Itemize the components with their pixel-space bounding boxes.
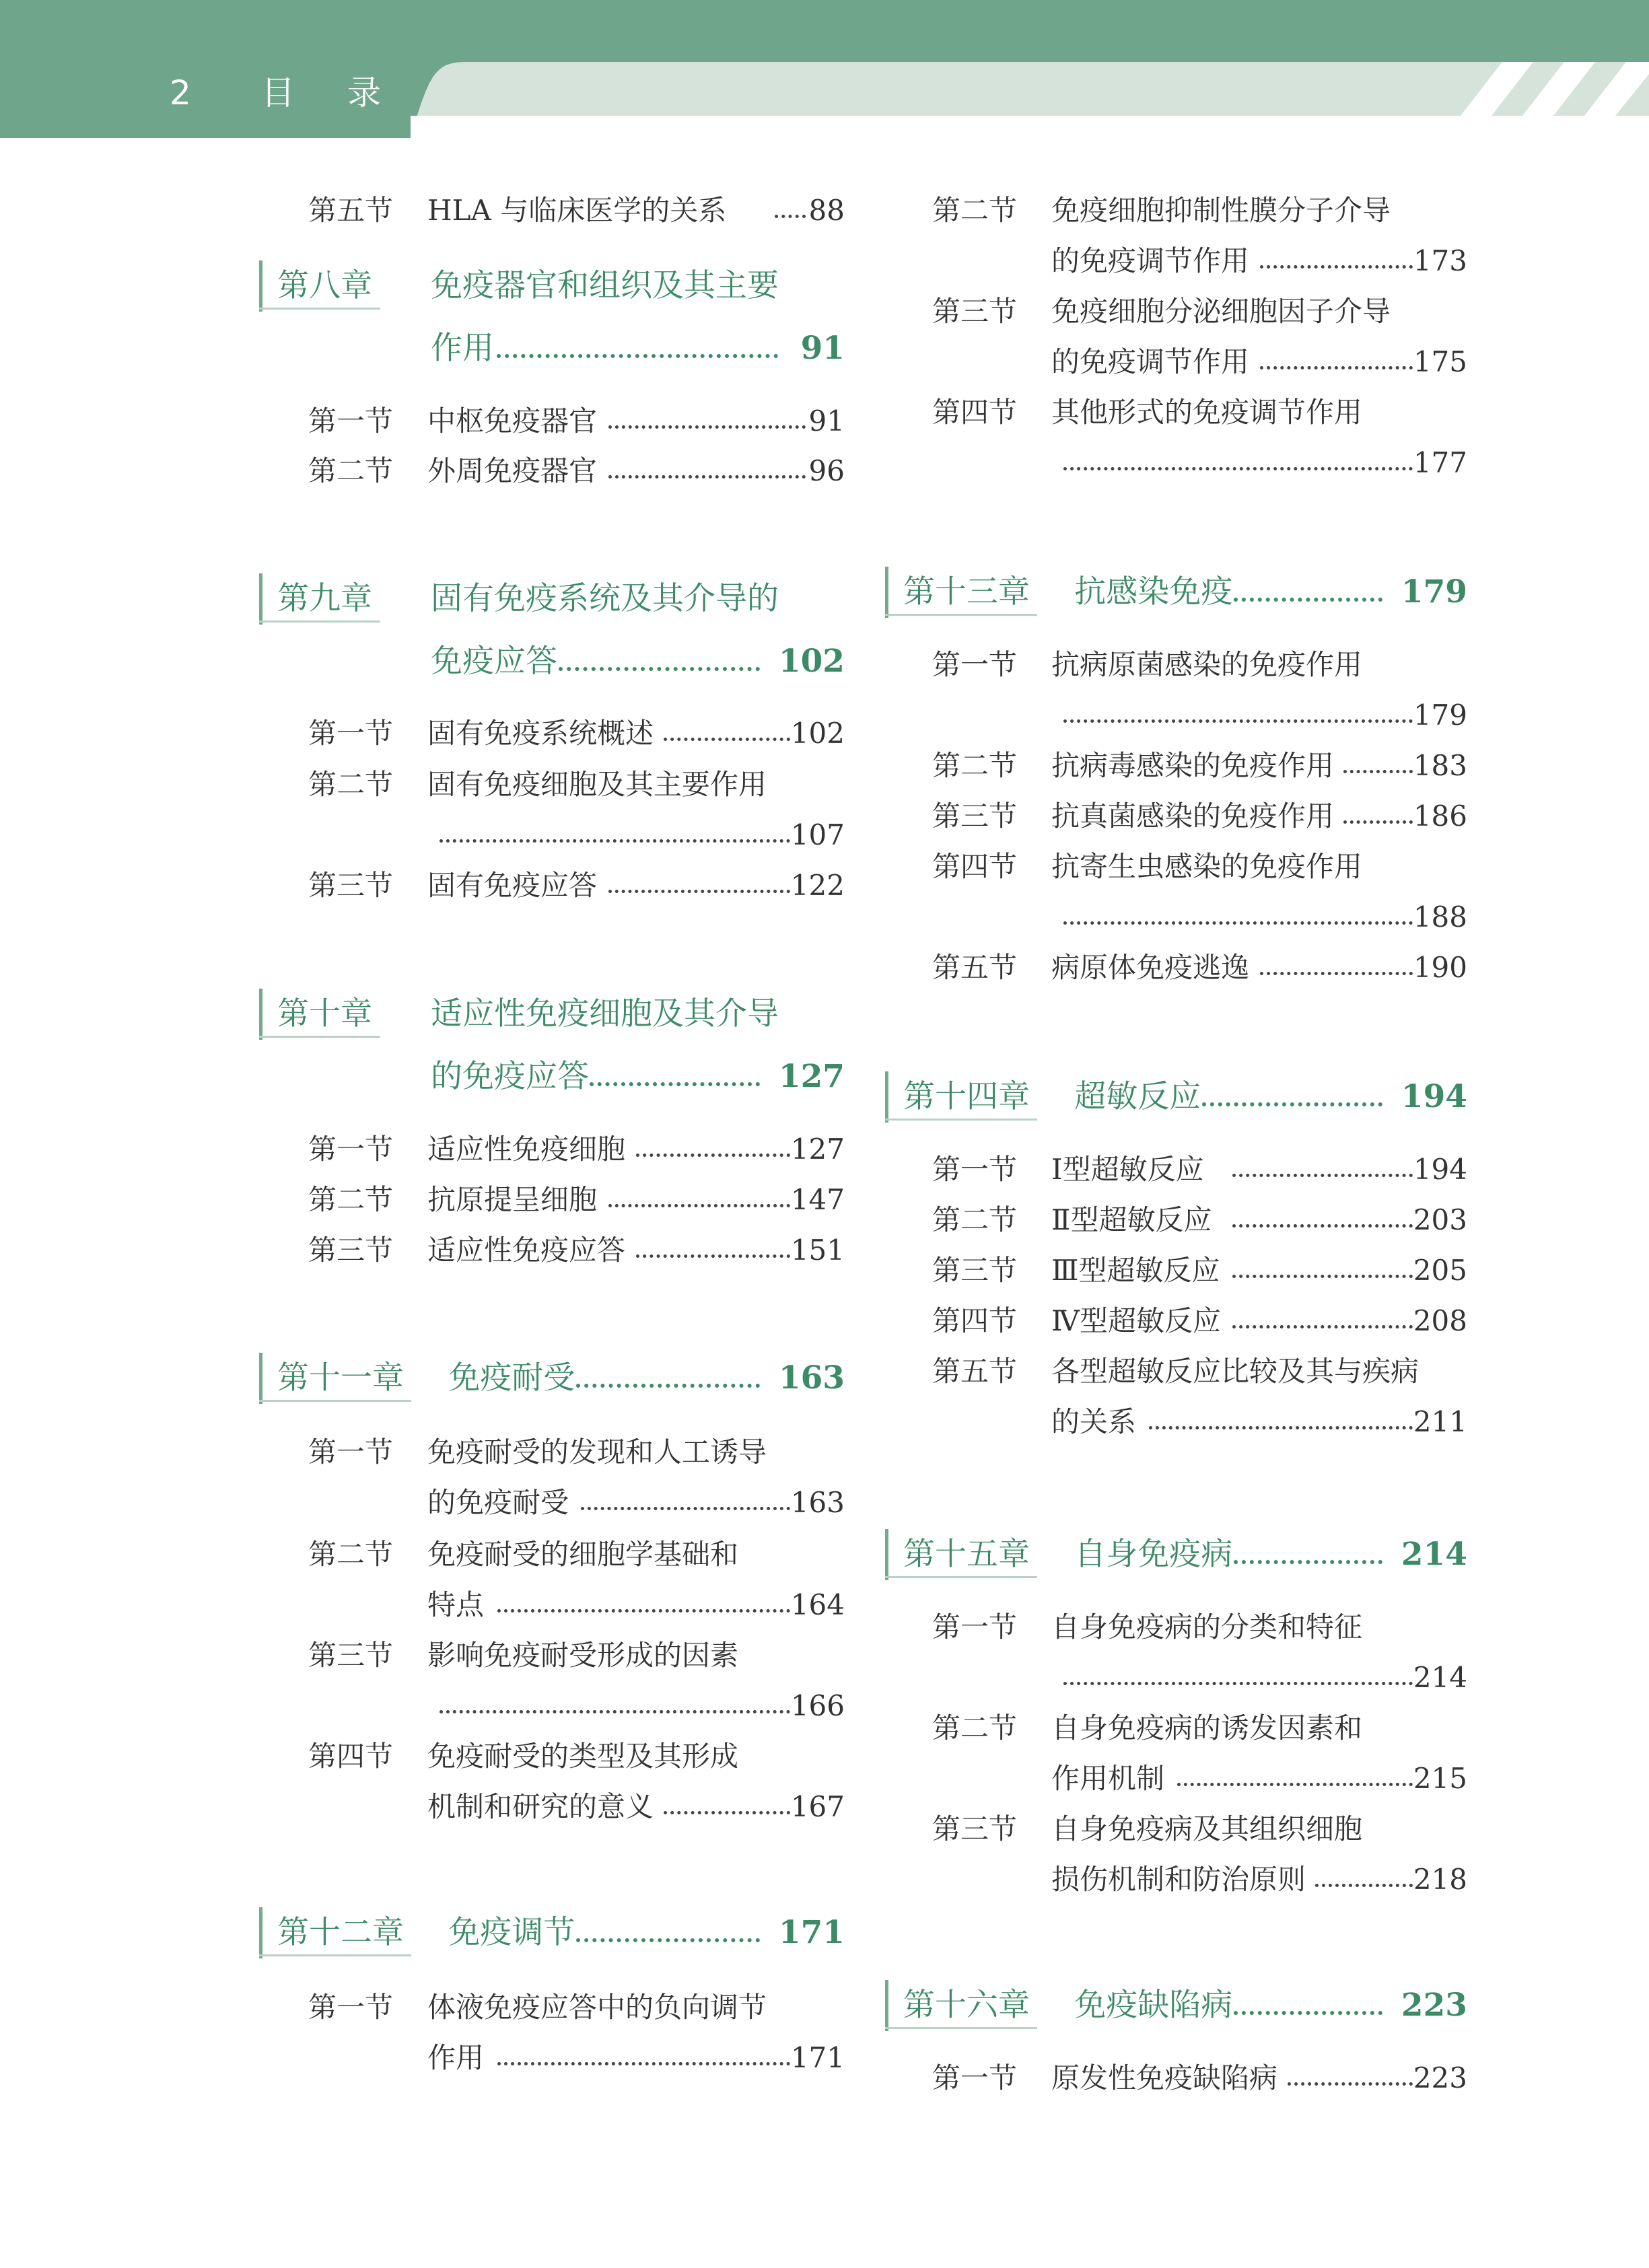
section-leader-dots (1232, 1275, 1413, 1278)
section-label: 第三节 (308, 869, 394, 902)
section-page: 188 (1413, 900, 1467, 933)
chapter-page: 179 (1401, 573, 1467, 610)
section-page: 88 (808, 194, 845, 227)
section-leader-dots (581, 1507, 790, 1510)
section-label: 第四节 (932, 396, 1018, 429)
chapter-label: 第九章 (277, 580, 372, 617)
chapter-title-line: 免疫调节 (448, 1914, 575, 1951)
section-title-line: 抗病毒感染的免疫作用 (1051, 749, 1335, 782)
chapter-label: 第八章 (277, 267, 372, 304)
chapter-bar (259, 573, 262, 625)
section-title-line: 损伤机制和防治原则 (1051, 1863, 1306, 1896)
section-page: 164 (790, 1588, 845, 1621)
chapter-label: 第十四章 (903, 1078, 1030, 1115)
section-page: 177 (1413, 446, 1467, 479)
chapter-title-line: 免疫应答 (431, 643, 557, 680)
section-label: 第三节 (932, 800, 1018, 832)
section-leader-dots (1260, 265, 1413, 269)
section-title-line: 自身免疫病的分类和特征 (1051, 1610, 1363, 1643)
chapter-label: 第十三章 (903, 573, 1030, 610)
section-page: 163 (790, 1486, 845, 1519)
section-label: 第三节 (308, 1639, 394, 1672)
chapter-label: 第十章 (277, 995, 372, 1032)
section-page: 173 (1413, 244, 1467, 277)
chapter-underline (259, 1036, 380, 1038)
chapter-page: 91 (800, 330, 845, 367)
chapter-bar (259, 1907, 262, 1958)
chapter-bar (259, 260, 262, 312)
section-leader-dots (775, 215, 806, 218)
section-label: 第二节 (932, 194, 1018, 227)
chapter-title-line: 自身免疫病 (1074, 1536, 1233, 1573)
chapter-title-line: 抗感染免疫 (1074, 573, 1233, 610)
section-leader-dots (1232, 1174, 1413, 1177)
section-leader-dots (1343, 770, 1413, 773)
page-number: 2 (170, 73, 191, 112)
section-title-line: 病原体免疫逃逸 (1051, 951, 1250, 984)
chapter-underline (259, 1954, 411, 1956)
section-leader-dots (608, 475, 806, 479)
chapter-page: 127 (778, 1058, 845, 1095)
header-band (0, 0, 1649, 138)
chapter-underline (885, 614, 1037, 616)
section-title-line: 外周免疫器官 (427, 454, 598, 487)
section-leader-dots (1343, 820, 1413, 824)
section-leader-dots (608, 1204, 790, 1207)
header-title: 目录 (261, 73, 433, 112)
section-leader-dots (1260, 972, 1413, 975)
section-leader-dots (1177, 1783, 1413, 1786)
section-label: 第五节 (308, 194, 394, 227)
section-page: 171 (790, 2041, 845, 2074)
section-title-line: Ⅳ型超敏反应 (1051, 1304, 1221, 1337)
section-page: 205 (1413, 1254, 1467, 1287)
section-page: 183 (1413, 749, 1467, 782)
section-label: 第二节 (308, 768, 394, 801)
section-title-line: 作用 (427, 2041, 485, 2074)
chapter-title-line: 适应性免疫细胞及其介导 (431, 995, 779, 1032)
section-page: 186 (1413, 800, 1467, 832)
section-title-line: 的免疫调节作用 (1051, 244, 1250, 277)
section-leader-dots (1063, 719, 1413, 723)
section-title-line: Ⅰ型超敏反应 (1051, 1153, 1204, 1186)
section-leader-dots (636, 1154, 790, 1157)
chapter-underline (259, 308, 380, 310)
chapter-page: 194 (1401, 1078, 1467, 1115)
section-title-line: 抗病原菌感染的免疫作用 (1051, 648, 1363, 681)
section-page: 194 (1413, 1153, 1467, 1186)
section-page: 91 (808, 404, 845, 437)
section-title-line: HLA 与临床医学的关系 (427, 194, 727, 227)
chapter-leader-dots (1202, 1102, 1382, 1106)
section-title-line: 的关系 (1051, 1405, 1137, 1438)
section-title-line: 固有免疫系统概述 (427, 717, 654, 750)
chapter-title-line: 固有免疫系统及其介导的 (431, 580, 779, 617)
section-title-line: 固有免疫细胞及其主要作用 (427, 768, 767, 801)
chapter-bar (885, 1980, 888, 2031)
section-page: 208 (1413, 1304, 1467, 1337)
section-label: 第三节 (932, 295, 1018, 328)
chapter-title-line: 免疫器官和组织及其主要 (431, 267, 779, 304)
section-label: 第四节 (932, 1304, 1018, 1337)
section-page: 214 (1413, 1661, 1467, 1694)
section-title-line: 其他形式的免疫调节作用 (1051, 396, 1363, 429)
section-label: 第一节 (308, 1991, 394, 2024)
section-page: 166 (790, 1689, 845, 1722)
chapter-bar (259, 989, 262, 1040)
section-title-line: Ⅱ型超敏反应 (1051, 1203, 1212, 1236)
section-page: 151 (790, 1234, 845, 1267)
chapter-page: 214 (1401, 1536, 1467, 1573)
section-page: 167 (790, 1790, 845, 1823)
section-leader-dots (1315, 1884, 1413, 1887)
chapter-page: 223 (1401, 1987, 1467, 2024)
chapter-title-line: 超敏反应 (1074, 1078, 1201, 1115)
section-label: 第一节 (308, 717, 394, 750)
chapter-title-line: 作用 (431, 330, 494, 367)
section-label: 第二节 (308, 454, 394, 487)
section-title-line: 免疫耐受的细胞学基础和 (427, 1538, 739, 1571)
chapter-label: 第十六章 (903, 1987, 1030, 2024)
section-page: 223 (1413, 2061, 1467, 2094)
section-leader-dots (440, 839, 790, 843)
section-page: 102 (790, 717, 845, 750)
section-label: 第一节 (932, 1610, 1018, 1643)
section-leader-dots (664, 738, 790, 741)
section-label: 第二节 (932, 749, 1018, 782)
chapter-title-line: 的免疫应答 (431, 1058, 589, 1095)
chapter-leader-dots (1234, 598, 1382, 602)
chapter-label: 第十二章 (277, 1914, 404, 1951)
chapter-leader-dots (576, 1384, 760, 1388)
chapter-leader-dots (1234, 2011, 1382, 2015)
chapter-bar (885, 1529, 888, 1580)
section-label: 第二节 (308, 1538, 394, 1571)
section-leader-dots (1232, 1224, 1413, 1228)
chapter-title-line: 免疫缺陷病 (1074, 1987, 1233, 2024)
section-title-line: 免疫细胞分泌细胞因子介导 (1051, 295, 1391, 328)
chapter-page: 163 (778, 1359, 845, 1396)
section-title-line: 自身免疫病的诱发因素和 (1051, 1711, 1363, 1744)
section-leader-dots (1063, 1682, 1413, 1685)
chapter-underline (885, 2027, 1037, 2029)
chapter-bar (885, 1071, 888, 1123)
section-title-line: Ⅲ型超敏反应 (1051, 1254, 1220, 1287)
page-header (0, 0, 1649, 138)
section-title-line: 免疫细胞抑制性膜分子介导 (1051, 194, 1391, 227)
section-title-line: 体液免疫应答中的负向调节 (427, 1991, 767, 2024)
section-title-line: 中枢免疫器官 (427, 404, 598, 437)
chapter-label: 第十一章 (277, 1359, 404, 1396)
section-title-line: 免疫耐受的类型及其形成 (427, 1740, 739, 1773)
section-leader-dots (1260, 366, 1413, 369)
section-label: 第一节 (308, 1436, 394, 1468)
section-label: 第一节 (932, 1153, 1018, 1186)
section-label: 第五节 (932, 1355, 1018, 1388)
section-title-line: 原发性免疫缺陷病 (1051, 2061, 1278, 2094)
section-title-line: 作用机制 (1051, 1762, 1165, 1795)
section-label: 第三节 (308, 1234, 394, 1267)
section-title-line: 机制和研究的意义 (427, 1790, 654, 1823)
chapter-underline (259, 1400, 411, 1402)
section-title-line: 自身免疫病及其组织细胞 (1051, 1812, 1363, 1845)
chapter-page: 102 (778, 643, 845, 680)
section-page: 122 (790, 869, 845, 902)
chapter-leader-dots (590, 1082, 760, 1086)
chapter-leader-dots (497, 354, 778, 358)
section-title-line: 特点 (427, 1588, 485, 1621)
section-title-line: 适应性免疫应答 (427, 1234, 626, 1267)
section-title-line: 抗真菌感染的免疫作用 (1051, 800, 1335, 832)
chapter-leader-dots (559, 667, 760, 671)
section-page: 147 (790, 1183, 845, 1216)
section-leader-dots (608, 890, 790, 893)
section-page: 215 (1413, 1762, 1467, 1795)
section-title-line: 固有免疫应答 (427, 869, 598, 902)
section-label: 第四节 (308, 1740, 394, 1773)
section-title-line: 各型超敏反应比较及其与疾病 (1051, 1355, 1419, 1388)
chapter-leader-dots (576, 1938, 760, 1942)
section-page: 175 (1413, 345, 1467, 378)
chapter-leader-dots (1234, 1560, 1382, 1564)
section-leader-dots (664, 1811, 790, 1814)
chapter-underline (885, 1576, 1037, 1578)
section-leader-dots (1149, 1426, 1413, 1429)
section-page: 107 (790, 818, 845, 851)
section-leader-dots (497, 1609, 790, 1613)
section-label: 第二节 (932, 1203, 1018, 1236)
section-page: 96 (808, 454, 845, 487)
section-label: 第一节 (932, 2061, 1018, 2094)
section-leader-dots (608, 425, 806, 429)
section-title-line: 适应性免疫细胞 (427, 1133, 626, 1166)
section-label: 第三节 (932, 1812, 1018, 1845)
chapter-bar (885, 567, 888, 618)
section-title-line: 的免疫调节作用 (1051, 345, 1250, 378)
section-label: 第一节 (308, 404, 394, 437)
section-title-line: 抗寄生虫感染的免疫作用 (1051, 850, 1363, 883)
section-title-line: 的免疫耐受 (427, 1486, 569, 1519)
section-leader-dots (1232, 1325, 1413, 1328)
section-page: 179 (1413, 699, 1467, 732)
section-page: 190 (1413, 951, 1467, 984)
chapter-label: 第十五章 (903, 1536, 1030, 1573)
section-label: 第三节 (932, 1254, 1018, 1287)
section-page: 127 (790, 1133, 845, 1166)
section-label: 第一节 (932, 648, 1018, 681)
section-leader-dots (497, 2062, 790, 2065)
section-title-line: 抗原提呈细胞 (427, 1183, 598, 1216)
chapter-underline (259, 621, 380, 623)
chapter-page: 171 (778, 1914, 845, 1951)
section-leader-dots (1063, 921, 1413, 925)
section-title-line: 免疫耐受的发现和人工诱导 (427, 1436, 767, 1468)
chapter-underline (885, 1119, 1037, 1121)
section-label: 第五节 (932, 951, 1018, 984)
section-page: 218 (1413, 1863, 1467, 1896)
section-label: 第四节 (932, 850, 1018, 883)
section-label: 第一节 (308, 1133, 394, 1166)
chapter-bar (259, 1353, 262, 1404)
section-leader-dots (1288, 2082, 1413, 2086)
chapter-title-line: 免疫耐受 (448, 1359, 575, 1396)
section-title-line: 影响免疫耐受形成的因素 (427, 1639, 739, 1672)
section-label: 第二节 (932, 1711, 1018, 1744)
section-leader-dots (440, 1710, 790, 1713)
section-page: 203 (1413, 1203, 1467, 1236)
section-leader-dots (636, 1254, 790, 1258)
section-label: 第二节 (308, 1183, 394, 1216)
section-leader-dots (1063, 467, 1413, 470)
section-page: 211 (1413, 1405, 1467, 1438)
